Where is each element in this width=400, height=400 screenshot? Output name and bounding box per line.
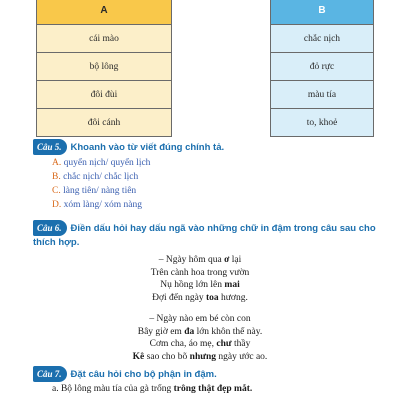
poem-line: Nụ hồng lớn lên mai [160,280,240,290]
question-7-item-bold: trông thật đẹp mắt. [173,384,253,394]
question-6-text-line2: thích hợp. [33,237,80,248]
question-5-option-c[interactable] [52,186,136,197]
blank-word[interactable]: ơ [224,255,230,265]
option-text: chắc nịch/ chắc lịch [63,172,139,182]
column-a-item: cái mào [37,24,171,52]
blank-word[interactable]: mai [224,280,240,290]
option-key: D. [52,200,62,210]
blank-word[interactable]: Kê [132,351,145,362]
question-6-badge: Câu 6. [33,220,67,236]
question-7-item-a [52,384,252,394]
poem-line: Kê sao cho bõ nhưng ngày ước ao. [132,351,268,362]
poem-line: Đợi đến ngày toa hương. [152,292,248,303]
question-7-item-text: a. Bộ lông màu tía của gà trống [52,384,174,394]
question-5-text: Khoanh vào từ viết đúng chính tả. [70,142,225,153]
option-key: A. [52,158,62,168]
blank-word[interactable]: nhưng [189,351,216,362]
column-b [270,0,374,137]
column-a-item: đôi cánh [37,108,171,136]
question-5-option-b[interactable] [52,172,138,183]
column-b-item: đỏ rực [271,52,373,80]
option-text: làng tiên/ nàng tiên [63,186,137,196]
column-a-item: đôi đùi [37,80,171,108]
blank-word[interactable]: chư [216,339,232,349]
column-b-item: màu tía [271,80,373,108]
column-b-item: to, khoẻ [271,108,373,136]
question-5-badge: Câu 5. [33,139,67,155]
question-6-text-line1: Điền dấu hỏi hay dấu ngã vào những chữ in đậm trong câu sau cho [70,223,376,234]
option-text: quyển nịch/ quyển lịch [63,158,151,168]
column-a-header: A [37,0,171,24]
column-b-header: B [271,0,373,24]
column-b-item: chắc nịch [271,24,373,52]
option-text: xóm làng/ xóm nàng [63,200,142,210]
poem-line: – Ngày hôm qua ơ lại [158,255,242,265]
option-key: C. [52,186,61,196]
question-7 [33,366,217,382]
column-a [36,0,172,137]
column-a-item: bộ lông [37,52,171,80]
poem-line: Cơm cha, áo mẹ, chư thầy [149,339,251,349]
blank-word[interactable]: toa [205,292,219,303]
question-5-option-a[interactable] [52,158,150,169]
question-5-option-d[interactable] [52,200,142,211]
question-7-text: Đặt câu hỏi cho bộ phận in đậm. [70,369,217,380]
poem-line: Trên cành hoa trong vườn [150,267,250,278]
poem-stanza-2 [0,313,400,363]
question-7-badge: Câu 7. [33,366,67,382]
option-key: B. [52,172,61,182]
question-5 [33,139,224,155]
question-6 [33,220,376,250]
poem-line: – Ngày nào em bé còn con [149,314,251,324]
blank-word[interactable]: đa [184,326,195,337]
poem-stanza-1 [0,254,400,304]
poem-line: Bây giờ em đa lớn khôn thế này. [137,326,263,337]
